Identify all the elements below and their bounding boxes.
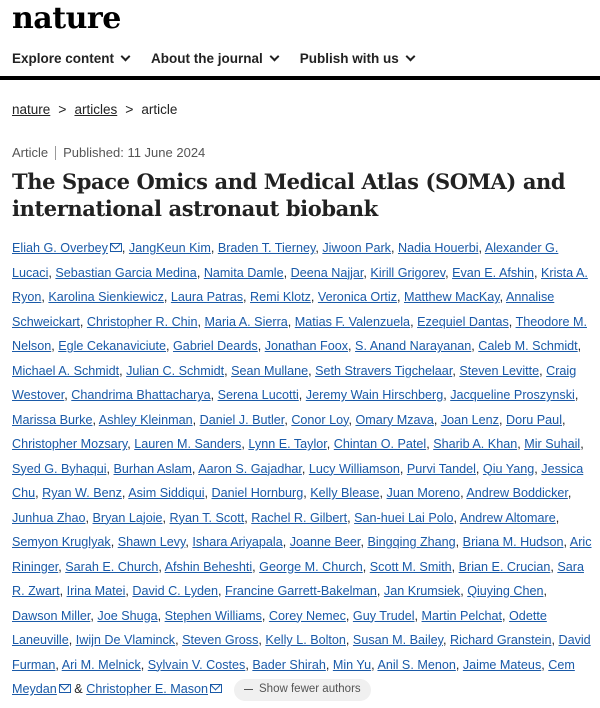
author-link[interactable]: Sylvain V. Costes <box>147 657 246 672</box>
author-link[interactable]: Bryan Lajoie <box>92 510 163 525</box>
author-separator: , <box>48 265 56 280</box>
author-link[interactable]: David C. Lyden <box>132 584 219 598</box>
author-separator: , <box>224 363 232 378</box>
author-link[interactable]: Omary Mzava <box>355 412 434 427</box>
author-separator: , <box>196 265 204 280</box>
author-link[interactable]: Stephen Williams <box>164 608 262 623</box>
main-nav <box>0 40 600 80</box>
author-separator: , <box>287 314 295 329</box>
author-separator: , <box>426 437 434 451</box>
author-separator: , <box>245 657 253 672</box>
author-link[interactable]: Mir Suhail <box>524 437 581 451</box>
author-link[interactable]: Krista A. Ryon <box>12 265 588 304</box>
author-link[interactable]: Cem Meydan <box>12 657 575 696</box>
author-separator: , <box>284 412 292 427</box>
chevron-right-icon: > <box>58 101 67 117</box>
author-link[interactable]: Sarah E. Church <box>65 559 159 574</box>
author-separator: , <box>258 633 266 647</box>
author-link[interactable]: Afshin Beheshti <box>164 559 253 574</box>
author-link[interactable]: Bader Shirah <box>252 657 326 672</box>
author-link[interactable]: Jaime Mateus <box>462 657 542 672</box>
author-link[interactable]: Scott M. Smith <box>369 559 452 574</box>
author-link[interactable]: Kelly Blease <box>310 486 380 500</box>
author-separator: , <box>303 486 311 500</box>
author-link[interactable]: George M. Church <box>259 559 363 574</box>
author-link[interactable]: Min Yu <box>332 657 372 672</box>
author-link[interactable]: Conor Loy <box>291 412 349 427</box>
chevron-down-icon <box>405 51 415 61</box>
author-separator: , <box>204 486 212 500</box>
author-separator: , <box>192 412 200 427</box>
author-separator: , <box>326 437 334 451</box>
author-separator: , <box>347 510 355 525</box>
author-separator: , <box>460 584 468 598</box>
author-separator: , <box>166 339 174 353</box>
author-link[interactable]: Lauren M. Sanders <box>134 437 242 451</box>
author-link[interactable]: Richard Granstein <box>449 633 552 647</box>
author-separator: , <box>244 510 252 525</box>
author-separator: , <box>580 437 584 451</box>
author-separator: , <box>453 510 460 525</box>
author-link[interactable]: Andrew Boddicker <box>466 486 568 500</box>
author-link[interactable]: Semyon Kruglyak <box>12 535 111 549</box>
author-separator: , <box>376 584 384 598</box>
author-link[interactable]: Rachel R. Gilbert <box>251 510 348 525</box>
author-separator: , <box>371 657 378 672</box>
author-and-separator: & <box>70 682 87 696</box>
author-link[interactable]: JangKeun Kim <box>128 241 211 255</box>
author-link[interactable]: Aric Rininger <box>12 535 592 574</box>
author-separator: , <box>283 265 291 280</box>
author-link[interactable]: Junhua Zhao <box>12 510 86 525</box>
author-separator: , <box>478 241 485 255</box>
author-separator: , <box>175 633 183 647</box>
published-date: Published: 11 June 2024 <box>63 145 206 160</box>
author-link[interactable]: Julian C. Schmidt <box>126 363 225 378</box>
nav-about-the-journal[interactable] <box>151 51 278 66</box>
author-link[interactable]: Sara R. Zwart <box>12 559 584 598</box>
author-link[interactable]: Joanne Beer <box>289 535 361 549</box>
author-link[interactable]: Ashley Kleinman <box>98 412 193 427</box>
author-link[interactable]: Alexander G. Lucaci <box>12 241 559 280</box>
author-link[interactable]: Andrew Altomare <box>459 510 556 525</box>
article-meta <box>12 145 205 160</box>
author-separator: , <box>261 608 269 623</box>
author-link[interactable]: Briana M. Hudson <box>462 535 564 549</box>
author-separator: , <box>106 461 114 476</box>
author-separator: , <box>471 339 479 353</box>
author-link[interactable]: Chandrima Bhattacharya <box>71 388 211 402</box>
author-separator: , <box>567 486 572 500</box>
author-separator: , <box>433 412 441 427</box>
author-separator: , <box>85 510 93 525</box>
author-separator: , <box>241 437 249 451</box>
author-link[interactable]: Guy Trudel <box>352 608 415 623</box>
article-type: Article <box>12 145 49 160</box>
author-link[interactable]: Qiuying Chen <box>467 584 544 598</box>
author-link[interactable]: Corey Nemec <box>268 608 346 623</box>
show-fewer-authors-button[interactable] <box>234 679 371 701</box>
author-separator: , <box>68 633 76 647</box>
author-separator: , <box>127 437 135 451</box>
article-title: The Space Omics and Medical Atlas (SOMA) and international astronaut biobank <box>12 169 566 221</box>
author-link[interactable]: Braden T. Tierney <box>217 241 316 255</box>
author-link[interactable]: Namita Damle <box>203 265 284 280</box>
author-link[interactable]: Theodore M. Nelson <box>12 314 587 353</box>
author-link[interactable]: Christopher R. Chin <box>86 314 198 329</box>
author-separator: , <box>555 510 560 525</box>
author-link[interactable]: Sean Mullane <box>231 363 309 378</box>
author-link[interactable]: Sebastian Garcia Medina <box>55 265 197 280</box>
author-separator: , <box>308 363 316 378</box>
author-link[interactable]: Joe Shuga <box>97 608 158 623</box>
author-link[interactable]: Christopher Mozsary <box>12 437 128 451</box>
author-list <box>12 236 592 702</box>
author-link[interactable]: Lucy Williamson <box>308 461 400 476</box>
author-separator: , <box>35 486 43 500</box>
author-separator: , <box>59 584 67 598</box>
author-link[interactable]: Susan M. Bailey <box>352 633 443 647</box>
author-separator: , <box>543 584 548 598</box>
chevron-down-icon <box>121 51 131 61</box>
minus-icon <box>244 689 253 691</box>
author-link[interactable]: Martin Pelchat <box>421 608 503 623</box>
author-link[interactable]: Bingqing Zhang <box>367 535 456 549</box>
author-separator: , <box>185 535 193 549</box>
author-separator: , <box>162 510 170 525</box>
author-separator: , <box>298 388 306 402</box>
author-link[interactable]: Caleb M. Schmidt <box>478 339 578 353</box>
author-link[interactable]: Craig Westover <box>12 363 577 402</box>
author-link[interactable]: Michael A. Schmidt <box>12 363 120 378</box>
author-link[interactable]: Maria A. Sierra <box>204 314 288 329</box>
author-separator: , <box>445 265 453 280</box>
author-link[interactable]: Daniel J. Butler <box>199 412 285 427</box>
author-separator: , <box>110 535 118 549</box>
author-link[interactable]: Dawson Miller <box>12 608 91 623</box>
author-link[interactable]: Asim Siddiqui <box>128 486 205 500</box>
author-separator: , <box>125 584 133 598</box>
author-link[interactable]: Jan Krumsiek <box>383 584 461 598</box>
author-link[interactable]: Steven Gross <box>182 633 259 647</box>
author-separator: , <box>442 633 450 647</box>
author-link[interactable]: Iwijn De Vlaminck <box>75 633 176 647</box>
nav-publish-with-us[interactable] <box>300 51 414 66</box>
author-link[interactable]: Shawn Levy <box>117 535 186 549</box>
author-separator: , <box>452 363 460 378</box>
author-link[interactable]: Veronica Ortiz <box>317 290 397 304</box>
author-separator: , <box>451 559 459 574</box>
author-link[interactable]: Aaron S. Gajadhar <box>198 461 302 476</box>
envelope-icon[interactable] <box>110 243 122 252</box>
author-link[interactable]: S. Anand Narayanan <box>355 339 472 353</box>
author-separator: , <box>64 388 72 402</box>
author-link[interactable]: Ryan T. Scott <box>169 510 245 525</box>
envelope-icon[interactable] <box>210 684 222 693</box>
author-separator: , <box>502 608 510 623</box>
author-link[interactable]: Jiwoon Park <box>322 241 391 255</box>
author-separator: , <box>360 535 368 549</box>
author-link[interactable]: Karolina Sienkiewicz <box>48 290 164 304</box>
author-separator: , <box>158 559 165 574</box>
author-link[interactable]: Lynn E. Taylor <box>248 437 327 451</box>
author-separator: , <box>197 314 205 329</box>
author-separator: , <box>121 486 129 500</box>
author-link[interactable]: Purvi Tandel <box>406 461 476 476</box>
author-link[interactable]: Brian E. Crucian <box>458 559 551 574</box>
author-separator: , <box>257 339 265 353</box>
author-separator: , <box>243 290 251 304</box>
author-separator: , <box>562 412 566 427</box>
nav-publish-label: Publish with us <box>299 50 399 66</box>
author-separator: , <box>498 412 506 427</box>
author-separator: , <box>41 290 49 304</box>
author-link[interactable]: Chintan O. Patel <box>333 437 427 451</box>
author-link[interactable]: Gabriel Deards <box>173 339 258 353</box>
author-separator: , <box>379 486 387 500</box>
author-separator: , <box>119 363 127 378</box>
author-link[interactable]: Ari M. Melnick <box>61 657 141 672</box>
author-separator: , <box>397 290 404 304</box>
author-separator: , <box>577 339 582 353</box>
author-link[interactable]: Nadia Houerbi <box>397 241 479 255</box>
author-link[interactable]: Odette Laneuville <box>12 608 547 647</box>
author-link[interactable]: Joan Lenz <box>440 412 499 427</box>
author-link[interactable]: Deena Najjar <box>290 265 364 280</box>
author-separator: , <box>210 388 218 402</box>
author-link[interactable]: Evan E. Afshin <box>452 265 534 280</box>
meta-divider <box>55 146 56 160</box>
author-link[interactable]: Jeremy Wain Hirschberg <box>305 388 444 402</box>
author-link[interactable]: Irina Matei <box>66 584 126 598</box>
author-separator: , <box>210 241 218 255</box>
envelope-icon[interactable] <box>59 684 71 693</box>
author-separator: , <box>499 290 506 304</box>
author-separator: , <box>157 608 165 623</box>
author-separator: , <box>345 633 353 647</box>
author-separator: , <box>325 657 333 672</box>
author-separator: , <box>51 339 59 353</box>
author-separator: , <box>550 559 558 574</box>
author-separator: , <box>541 657 549 672</box>
site-header <box>0 0 600 40</box>
author-link[interactable]: Remi Klotz <box>250 290 311 304</box>
author-separator: , <box>348 339 356 353</box>
author-separator: , <box>399 461 407 476</box>
nav-explore-content-label: Explore content <box>12 50 115 66</box>
chevron-right-icon: > <box>125 101 134 117</box>
author-separator: , <box>310 290 318 304</box>
breadcrumb-nature[interactable]: nature <box>12 101 51 117</box>
author-link[interactable]: Matias F. Valenzuela <box>294 314 411 329</box>
author-separator: , <box>539 363 547 378</box>
author-separator: , <box>348 412 356 427</box>
chevron-down-icon <box>269 51 279 61</box>
nav-about-label: About the journal <box>151 50 263 66</box>
author-separator: , <box>362 559 370 574</box>
author-separator: , <box>508 314 516 329</box>
author-link[interactable]: Christopher E. Mason <box>86 682 209 696</box>
author-separator: , <box>410 314 418 329</box>
author-link[interactable]: Matthew MacKay <box>404 290 500 304</box>
author-separator: , <box>460 486 467 500</box>
author-separator: , <box>282 535 290 549</box>
author-link[interactable]: Juan Moreno <box>386 486 461 500</box>
author-link[interactable]: San-huei Lai Polo <box>354 510 454 525</box>
author-link[interactable]: Marissa Burke <box>12 412 93 427</box>
author-separator: , <box>218 584 226 598</box>
author-separator: , <box>534 461 542 476</box>
author-separator: , <box>455 657 463 672</box>
author-separator: , <box>191 461 199 476</box>
author-separator: , <box>517 437 525 451</box>
author-link[interactable]: Sharib A. Khan <box>433 437 518 451</box>
author-link[interactable]: Jessica Chu <box>12 461 584 500</box>
author-link[interactable]: Annalise Schweickart <box>12 290 555 329</box>
author-link[interactable]: Jacqueline Proszynski <box>450 388 575 402</box>
author-separator: , <box>363 265 371 280</box>
author-separator: , <box>79 314 87 329</box>
author-link[interactable]: David Furman <box>12 633 591 672</box>
breadcrumb-article: article <box>141 101 178 117</box>
author-link[interactable]: Burhan Aslam <box>113 461 192 476</box>
author-separator: , <box>163 290 171 304</box>
author-link[interactable]: Ezequiel Dantas <box>417 314 509 329</box>
author-link[interactable]: Syed G. Byhaqui <box>12 461 107 476</box>
author-separator: , <box>301 461 309 476</box>
author-link[interactable]: Kelly L. Bolton <box>265 633 346 647</box>
author-link[interactable]: Qiu Yang <box>482 461 535 476</box>
author-link[interactable]: Ishara Ariyapala <box>192 535 283 549</box>
author-link[interactable]: Francine Garrett-Bakelman <box>225 584 377 598</box>
author-separator: , <box>563 535 570 549</box>
author-separator: , <box>140 657 148 672</box>
author-link[interactable]: Doru Paul <box>505 412 562 427</box>
author-separator: , <box>252 559 260 574</box>
author-separator: , <box>90 608 98 623</box>
breadcrumb <box>12 101 177 117</box>
author-link[interactable]: Kirill Grigorev <box>370 265 446 280</box>
author-separator: , <box>551 633 559 647</box>
author-separator: , <box>92 412 99 427</box>
author-separator: , <box>475 461 483 476</box>
author-link[interactable]: Eliah G. Overbey <box>12 241 108 255</box>
nature-logo[interactable]: nature <box>12 1 121 36</box>
author-link[interactable]: Laura Patras <box>170 290 244 304</box>
author-link[interactable]: Steven Levitte <box>459 363 540 378</box>
author-separator: , <box>55 657 62 672</box>
author-separator: , <box>345 608 353 623</box>
author-separator: , <box>58 559 66 574</box>
author-link[interactable]: Egle Cekanaviciute <box>58 339 167 353</box>
author-link[interactable]: Jonathan Foox <box>264 339 349 353</box>
author-separator: , <box>574 388 579 402</box>
author-link[interactable]: Seth Stravers Tigchelaar <box>315 363 453 378</box>
author-link[interactable]: Ryan W. Benz <box>42 486 122 500</box>
nav-explore-content[interactable] <box>12 51 129 66</box>
author-separator: , <box>414 608 422 623</box>
author-link[interactable]: Daniel Hornburg <box>211 486 304 500</box>
author-separator: , <box>443 388 451 402</box>
author-link[interactable]: Serena Lucotti <box>217 388 299 402</box>
author-separator: , <box>315 241 323 255</box>
author-separator: , <box>390 241 398 255</box>
show-fewer-label: Show fewer authors <box>259 683 361 696</box>
author-separator: , <box>121 241 129 255</box>
author-separator: , <box>455 535 463 549</box>
author-link[interactable]: Anil S. Menon <box>377 657 456 672</box>
author-separator: , <box>533 265 541 280</box>
breadcrumb-articles[interactable]: articles <box>74 101 118 117</box>
